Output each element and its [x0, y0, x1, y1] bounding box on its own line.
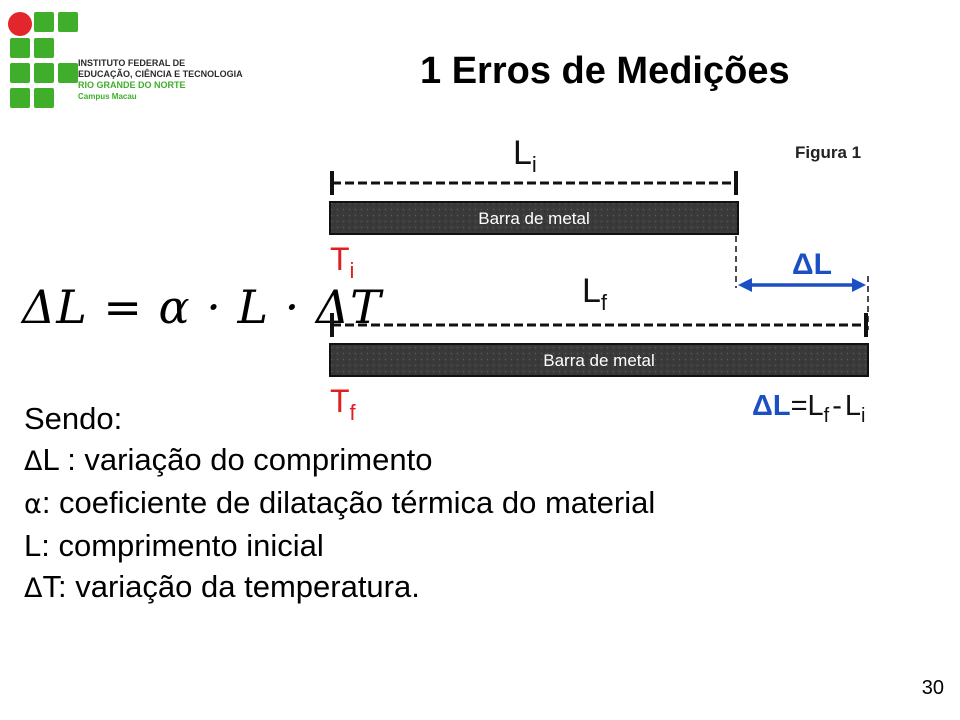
- description-text: L: comprimento inicial: [24, 528, 324, 563]
- logo-line-4: Campus Macau: [78, 92, 137, 101]
- slide-title: 1 Erros de Medições: [420, 50, 790, 92]
- logo-red-dot: [8, 12, 32, 36]
- initial-temperature-label: $T_i$: [330, 241, 355, 283]
- dilatation-formula: ΔL = α · L · ΔT: [22, 280, 382, 334]
- description-text: : coeficiente de dilatação térmica do material: [41, 485, 656, 520]
- description-text: T: variação da temperatura.: [42, 569, 420, 604]
- final-length-label: $L_f$: [582, 272, 608, 315]
- description-symbol: Δ: [24, 446, 43, 477]
- initial-bar-label: Barra de metal: [478, 209, 590, 228]
- dilatation-figure: [300, 130, 900, 440]
- final-bar-label: Barra de metal: [543, 351, 655, 370]
- description-item: [24, 439, 655, 482]
- description-item: [24, 482, 655, 525]
- description-heading: Sendo:: [24, 401, 123, 436]
- description-item: [24, 525, 655, 566]
- page-number: 30: [921, 677, 944, 699]
- figure-caption: Figura 1: [795, 143, 862, 162]
- delta-length-equation: $\Delta L=L_f - L_i$: [752, 390, 866, 427]
- logo-line-1: INSTITUTO FEDERAL DE: [78, 58, 186, 68]
- description-item: [24, 566, 655, 609]
- institution-logo: [4, 6, 264, 110]
- description-block: [24, 398, 655, 609]
- logo-line-3: RIO GRANDE DO NORTE: [78, 80, 186, 90]
- description-symbol: Δ: [24, 573, 43, 604]
- initial-length-label: $L_i$: [513, 134, 537, 177]
- delta-length-label: ΔL: [792, 248, 832, 281]
- description-text: L : variação do comprimento: [42, 442, 433, 477]
- final-temperature-label: $T_f$: [330, 383, 356, 425]
- institution-name: [78, 58, 243, 102]
- description-symbol: α: [24, 489, 42, 520]
- logo-line-2: EDUCAÇÃO, CIÊNCIA E TECNOLOGIA: [78, 69, 243, 79]
